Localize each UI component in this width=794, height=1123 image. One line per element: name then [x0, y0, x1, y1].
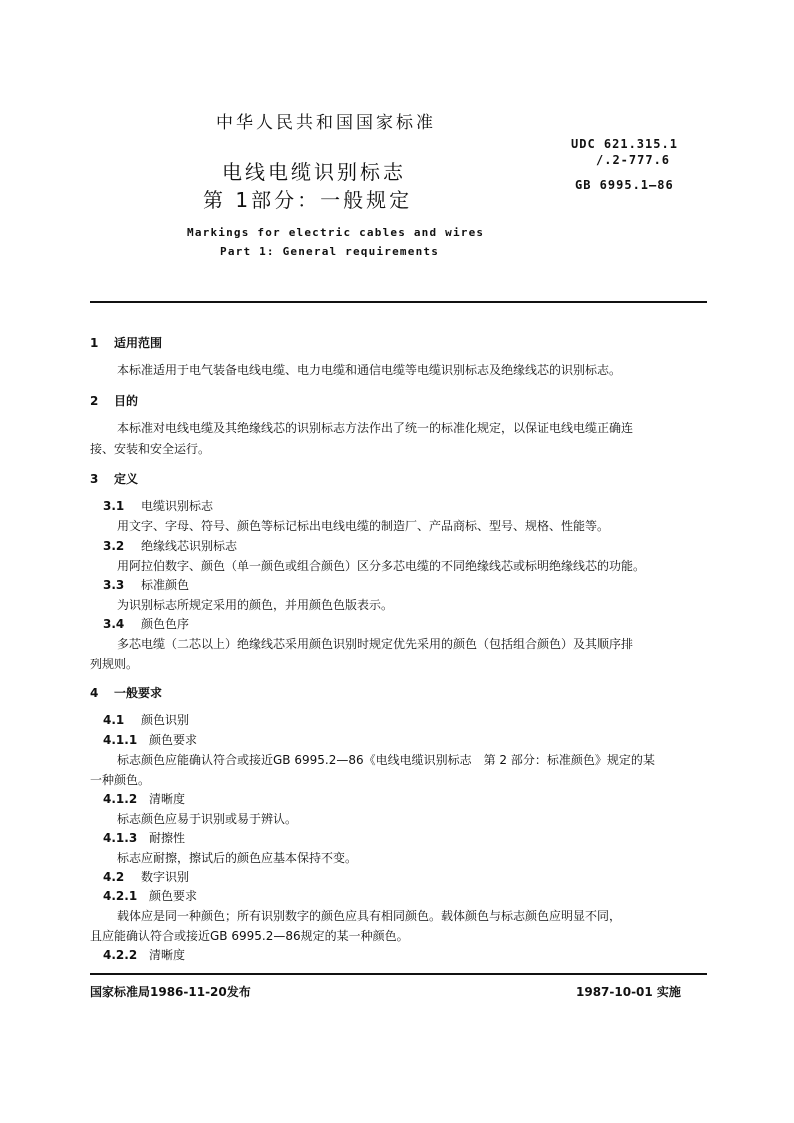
section-heading: 1 适用范围 [90, 336, 163, 350]
subsection-heading: 3.1 电缆识别标志 [103, 499, 214, 513]
subsection-heading: 4.2.1 颜色要求 [103, 889, 198, 903]
subsection-heading: 3.3 标准颜色 [103, 578, 190, 592]
paragraph-continued: 接、安装和安全运行。 [90, 442, 211, 456]
definition-text: 为识别标志所规定采用的颜色，并用颜色色版表示。 [117, 598, 394, 612]
subsection-heading: 4.2 数字识别 [103, 870, 190, 884]
english-subtitle: Part 1: General requirements [220, 245, 440, 258]
paragraph: 本标准适用于电气装备电线电缆、电力电缆和通信电缆等电缆识别标志及绝缘线芯的识别标志。 [117, 363, 622, 377]
requirement-text: 标志应耐擦，擦试后的颜色应基本保持不变。 [117, 851, 358, 865]
paragraph: 本标准对电线电缆及其绝缘线芯的识别标志方法作出了统一的标准化规定，以保证电线电缆正确连 [117, 421, 634, 435]
subsection-heading: 3.4 颜色色序 [103, 617, 190, 631]
subsection-heading: 3.2 绝缘线芯识别标志 [103, 539, 238, 553]
document-title: 电线电缆识别标志 [222, 160, 406, 184]
effective-date: 1987-10-01 实施 [576, 985, 681, 999]
udc-code: UDC 621.315.1 [571, 137, 678, 151]
section-heading: 3 定义 [90, 472, 139, 486]
subsection-heading: 4.1.1 颜色要求 [103, 733, 198, 747]
subsection-heading: 4.2.2 清晰度 [103, 948, 186, 962]
standard-org-heading: 中华人民共和国国家标准 [216, 113, 436, 133]
definition-text: 用阿拉伯数字、颜色（单一颜色或组合颜色）区分多芯电缆的不同绝缘线芯或标明绝缘线芯的功能。 [117, 559, 646, 573]
subsection-heading: 4.1.3 耐擦性 [103, 831, 186, 845]
section-heading: 4 一般要求 [90, 686, 163, 700]
definition-text: 多芯电缆（二芯以上）绝缘线芯采用颜色识别时规定优先采用的颜色（包括组合颜色）及其顺序排 [117, 637, 634, 651]
footer-divider [90, 973, 707, 975]
gb-number: GB 6995.1—86 [575, 178, 674, 192]
definition-text-continued: 列规则。 [90, 657, 139, 671]
requirement-text: 标志颜色应易于识别或易于辨认。 [117, 812, 298, 826]
document-subtitle: 第 1部分：一般规定 [203, 188, 413, 212]
subsection-heading: 4.1 颜色识别 [103, 713, 190, 727]
udc-code-continued: /.2-777.6 [596, 153, 671, 167]
requirement-text: 标志颜色应能确认符合或接近GB 6995.2—86《电线电缆识别标志 第 2 部分：标准颜色》规定的某 [117, 753, 655, 767]
definition-text: 用文字、字母、符号、颜色等标记标出电线电缆的制造厂、产品商标、型号、规格、性能等。 [117, 519, 610, 533]
subsection-heading: 4.1.2 清晰度 [103, 792, 186, 806]
requirement-text-continued: 一种颜色。 [90, 773, 151, 787]
requirement-text: 载体应是同一种颜色；所有识别数字的颜色应具有相同颜色。载体颜色与标志颜色应明显不同， [117, 909, 622, 923]
section-heading: 2 目的 [90, 394, 139, 408]
issue-date: 国家标准局1986-11-20发布 [90, 985, 251, 999]
requirement-text-continued: 且应能确认符合或接近GB 6995.2—86规定的某一种颜色。 [90, 929, 409, 943]
header-divider [90, 301, 707, 303]
english-title: Markings for electric cables and wires [187, 226, 485, 239]
